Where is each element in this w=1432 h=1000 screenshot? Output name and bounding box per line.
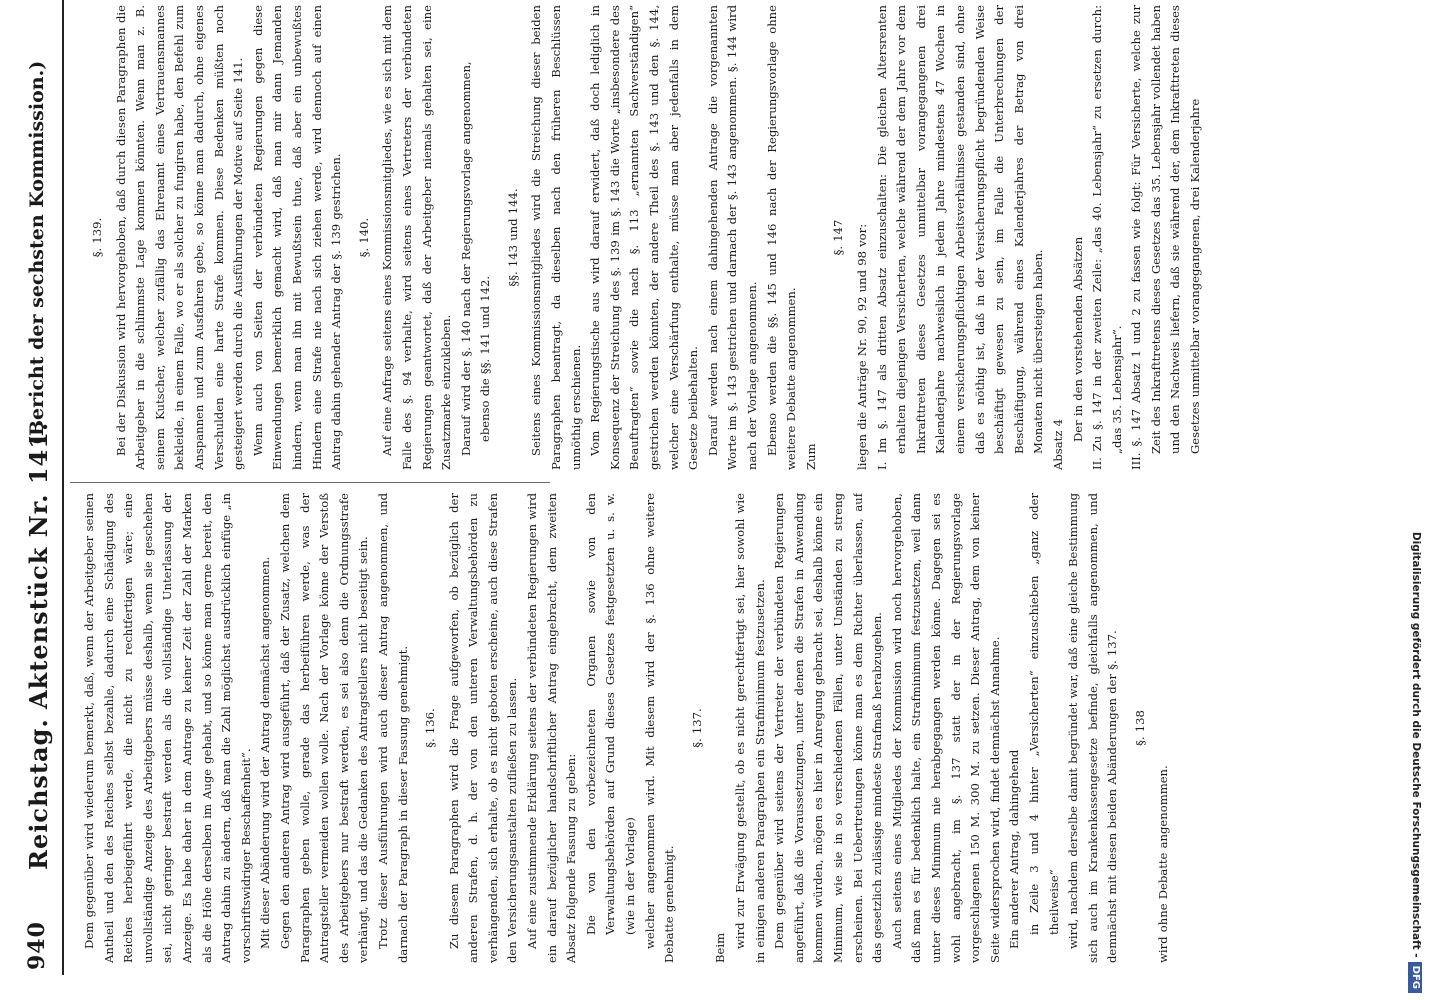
paragraph: wird ohne Debatte angenommen. bbox=[1156, 765, 1171, 963]
paragraph: Gegen den anderen Antrag wird ausgeführt, daß der Zusatz, welchen dem Paragraphen geben wolle, gerade das herbeiführen werde, was der Antragsteller vermeiden wollen wolle. Nach der Vorlage könne der Verstoß des Arbeitgebers nur bestraft werden, es sei also denn die Ordnungsstrafe verhängt, und das die Gedanken des Antragstellers nicht beseitigt sein. bbox=[277, 493, 371, 963]
paragraph: III. §. 147 Absatz 1 und 2 zu fassen wie folgt: Für Versicherte, welche zur Zeit des Inkrafttretens dieses Gesetzes das 35. Lebensjahr vollendet haben und den Nachweis liefern, daß sie während der, dem Inkrafttreten dieses Gesetzes unmittelbar vorangegangenen, drei Kalenderjahre bbox=[1129, 5, 1203, 470]
paragraph: Dem gegenüber wird seitens der Vertreter der verbündeten Regierungen angeführt, daß die Voraussetzungen, unter denen die Strafen in Anwendung kommen würden, mögen es hier in Anregung gebracht sei, deshalb könne ein Minimum, wie sie in so verschiedenen Fällen, unter Umständen zu streng erscheinen. Bei Uebertretungen könne man es dem Richter überlassen, auf das gesetzlich zulässige mindeste Strafmaß herabzugehen. bbox=[772, 493, 885, 963]
paragraph: I. Im §. 147 als dritten Absatz einzuschalten: Die gleichen Altersrenten erhalten diejenigen Versicherten, welche während der dem Jahre vor dem Inkrafttreten dieses Gesetzes unmittelbar vorangegangenen drei Kalenderjahre nachweislich in jedem Jahre mindestens 47 Wochen in einem versicherungspflichtigen Arbeitsverhältnisse gestanden sind, ohne daß es nöthig ist, daß in der Versicherungspflicht begründenden Weise beschäftigt gewesen zu sein, im Falle die Unterbrechungen der Beschäftigung, während eines Kalenderjahres der Betrag von drei Monaten nicht übersteigen haben. bbox=[874, 5, 1046, 470]
paragraph: Vom Regierungstische aus wird darauf erwidert, daß doch lediglich in Konsequenz der Streichung des §. 139 im §. 143 die Worte „insbesondere des Beauftragten“ sowie die nach §. 113 „ernannten Sachverständigen“ gestrichen werden könnten, der andere Theil des §. 143 und den §. 144, welcher eine Verschärfung enthalte, müsse man aber jedenfalls in dem Gesetze beibehalten. bbox=[588, 5, 701, 470]
paragraph: Zu diesem Paragraphen wird die Frage aufgeworfen, ob bezüglich der anderen Strafen, d. h. der von den unteren Verwaltungsbehörden zu verhängenden, sich erhalte, ob es nicht geboten erscheine, auch diese Strafen den Versicherungsanstalten zufließen zu lassen. bbox=[446, 493, 520, 963]
paragraph: Darauf wird der §. 140 nach der Regierungsvorlage angenommen, bbox=[458, 61, 473, 456]
paragraph: ebenso die §§. 141 und 142. bbox=[478, 275, 493, 442]
side-notice-text bbox=[1407, 8, 1425, 993]
section-heading: §. 140. bbox=[356, 217, 371, 258]
right-column bbox=[80, 5, 1370, 470]
paragraph: Absatz 4 bbox=[1050, 419, 1065, 470]
running-title: Reichstag. Aktenstück Nr. 141. bbox=[24, 421, 53, 870]
paragraph: Dem gegenüber wird wiederum bemerkt, daß, wenn der Arbeitgeber seinen Antheil und den des Reiches selbst bezahle, dadurch eine Schädigung des Reiches herbeigeführt werde, die nicht zu rechtfertigen wäre; eine unvollständige Anzeige des Arbeitgebers müsse deshalb, wenn sie geschehen sei, nicht geringer bestraft werden als die vollständige Unterlassung der Anzeige. Es habe daher in dem Antrage zu keiner Zeit der Zahl der Marken als die Höhe derselben im Auge gehabt, und so könne man gerne bereit, den Antrag dahin zu ändern, daß man die Zahl möglichst ausdrücklich einfüge „in vorschriftswidriger Beschaffenheit“. bbox=[82, 493, 253, 963]
paragraph: II. Zu §. 147 in der zweiten Zeile: „das 40. Lebensjahr“ zu ersetzen durch: „das 35. Lebensjahr“. bbox=[1090, 5, 1124, 470]
paragraph: Der in den vorstehenden Absätzen bbox=[1070, 236, 1085, 442]
left-column bbox=[80, 493, 1370, 963]
section-heading: §. 137. bbox=[689, 708, 704, 748]
section-heading: §. 147 bbox=[831, 219, 846, 256]
paragraph: Mit dieser Abänderung wird der Antrag demnächst angenommen. bbox=[258, 556, 273, 949]
page-header bbox=[20, 0, 64, 975]
paragraph: Seitens eines Kommissionsmitgliedes wird die Streichung dieser beiden Paragraphen beantragt, da dieselben nach den früheren Beschlüssen unnöthig erschienen. bbox=[529, 5, 583, 470]
column-divider bbox=[70, 482, 550, 483]
section-heading: §§. 143 und 144. bbox=[505, 188, 520, 287]
section-heading: §. 139. bbox=[90, 217, 104, 258]
paragraph: wird, nachdem derselbe damit begründet war, daß eine gleiche Bestimmung sich auch im Krankenkassengesetze befinde, gleichfalls angenommen, und demnächst mit diesen beiden Abänderungen der §. 137. bbox=[1066, 493, 1120, 963]
section-heading: §. 138 bbox=[1132, 710, 1147, 746]
funding-notice: Digitalisierung gefördert durch die Deutsche Forschungsgemeinschaft - bbox=[1410, 531, 1422, 958]
rotated-page-content bbox=[20, 0, 1385, 975]
paragraph: welcher angenommen wird. Mit diesem wird der §. 136 ohne weitere Debatte genehmigt. bbox=[642, 493, 677, 963]
header-rule bbox=[62, 0, 64, 975]
paragraph: Wenn auch von Seiten der verbündeten Regierungen gegen diese Einwendungen bemerklich gemacht wird, daß man mir dann Jemanden hindern, wenn man ihn mit Bewußtsein thue, daß aber ein unbewußtes Hindern eine Strafe nie nach sich ziehen werde, wird dennoch auf einen Antrag dahin gehender Antrag der §. 139 gestrichen. bbox=[250, 5, 344, 470]
side-notice bbox=[1407, 8, 1425, 993]
paragraph: wird zur Erwägung gestellt, ob es nicht gerechtfertigt sei, hier sowohl wie in einigen anderen Paragraphen ein Strafminimum festzusetzen. bbox=[733, 493, 767, 963]
paragraph: Zum bbox=[803, 443, 818, 470]
paragraph: Darauf werden nach einem dahingehenden Antrage die vorgenannten Worte im §. 143 gestrichen und darnach der §. 143 angenommen. §. 144 wird nach der Vorlage angenommen. bbox=[705, 5, 759, 470]
paragraph: Ein anderer Antrag, dahingehend bbox=[1007, 749, 1022, 949]
dfg-logo: DFG bbox=[1408, 962, 1422, 993]
paragraph: liegen die Anträge Nr. 90, 92 und 98 vor: bbox=[854, 223, 869, 470]
paragraph: Bei der Diskussion wird hervorgehoben, daß durch diesen Paragraphen die Arbeitgeber in die schlimmste Lage kommen könnten. Wenn man z. B. seinem Kutscher, welcher zufällig das Ehrenamt eines Vertrauensmannes bekleide, in einem Falle, wo er als solcher zu fungiren habe, den Befehl zum Anspannen und zum Ausfahren gebe, so könne man dadurch, ohne eigenes Verschulden eine harte Strafe kommen. Diese Bedenken müßten noch gesteigert werden durch die Ausführungen der Motive auf Seite 141. bbox=[113, 5, 246, 470]
section-heading: §. 136. bbox=[423, 708, 438, 748]
paragraph: Ebenso werden die §§. 145 und 146 nach der Regierungsvorlage ohne weitere Debatte angenommen. bbox=[764, 5, 799, 470]
page-number: 940 bbox=[24, 921, 50, 970]
paragraph: Beim bbox=[713, 932, 728, 963]
paragraph: in Zeile 3 und 4 hinter „Versicherten“ einzuschieben „ganz oder theilweise“ bbox=[1026, 493, 1061, 935]
paragraph: Die von den vorbezeichneten Organen sowie von den Verwaltungsbehörden auf Grund dieses Gesetzes festgesetzten u. s. w. (wie in der Vorlage) bbox=[583, 493, 638, 935]
paragraph: Trotz dieser Ausführungen wird auch dieser Antrag angenommen, und darnach der Paragraph in dieser Fassung genehmigt. bbox=[375, 493, 410, 963]
paragraph: Auf eine Anfrage seitens eines Kommissionsmitgliedes, wie es sich mit dem Falle des §. 94 verhalte, wird seitens eines Vertreters der verbündeten Regierungen geantwortet, daß der Arbeitgeber niemals gehalten sei, eine Zusatzmarke einzukleben. bbox=[380, 5, 454, 470]
paragraph: Auch seitens eines Mitgliedes der Kommission wird noch hervorgehoben, daß man es für bedenklich halte, ein Strafminimum festzusetzen, weil dann unter dieses Minimum nie herabgegangen werden könne. Dagegen sei es wohl angebracht, im §. 137 statt der in der Regierungsvorlage vorgeschlagenen 150 M. 300 M. zu setzen. Dieser Antrag, dem von keiner Seite widersprochen wird, findet demnächst Annahme. bbox=[889, 493, 1002, 963]
paragraph: Auf eine zustimmende Erklärung seitens der verbündeten Regierungen wird ein darauf bezüglicher handschriftlicher Antrag eingebracht, dem zweiten Absatz folgende Fassung zu geben: bbox=[525, 493, 579, 963]
section-title: (Bericht der sechsten Kommission.) bbox=[26, 60, 48, 445]
